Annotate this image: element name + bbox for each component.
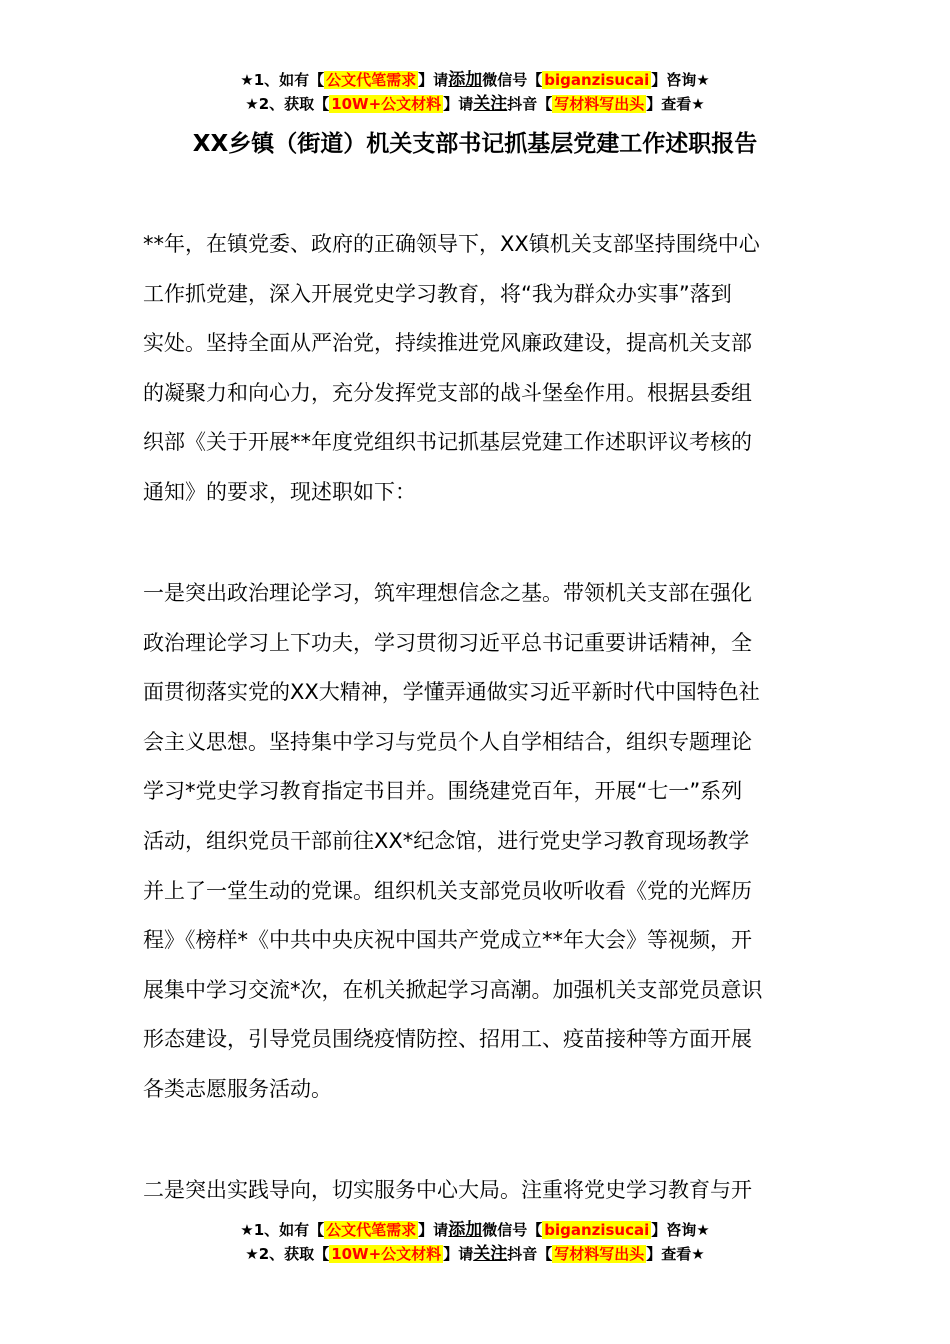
text-line: 的凝聚力和向心力，充分发挥党支部的战斗堡垒作用。根据县委组 [143,380,752,405]
footer-ad-line-2 [0,1242,950,1266]
ad-highlight-douyin-account: 写材料写出头 [554,95,645,113]
text-line: 学习*党史学习教育指定书目并。围绕建党百年，开展“七一”系列 [143,779,743,804]
ad-text: 】查看★ [646,95,705,113]
ad-text: 微信号【 [482,71,543,89]
ad-text: ★1、如有【 [240,1221,325,1239]
ad-emphasis: 关注 [473,94,508,114]
ad-text: ★2、获取【 [245,95,330,113]
footer-ad-line-1 [0,1218,950,1242]
text-line: 程》《榜样*《中共中央庆祝中国共产党成立**年大会》等视频，开 [143,928,752,953]
ad-highlight: 公文代笔需求 [326,1221,417,1239]
text-line: 活动，组织党员干部前往XX*纪念馆，进行党史学习教育现场教学 [143,828,750,853]
text-line: 实处。坚持全面从严治党，持续推进党风廉政建设，提高机关支部 [143,331,752,356]
text-line: 并上了一堂生动的党课。组织机关支部党员收听收看《党的光辉历 [143,878,752,903]
ad-highlight: 公文代笔需求 [326,71,417,89]
text-line: 形态建设，引导党员围绕疫情防控、招用工、疫苗接种等方面开展 [143,1027,752,1052]
ad-highlight-wechat-id: biganzisucai [544,1221,650,1239]
ad-emphasis: 添加 [448,70,483,90]
ad-text: 】请 [443,1245,474,1263]
ad-highlight-douyin-account: 写材料写出头 [554,1245,645,1263]
header-ad-line-2 [0,92,950,116]
text-line: 通知》的要求，现述职如下： [143,479,416,504]
ad-text: 】查看★ [646,1245,705,1263]
footer-ad-banner [0,1218,950,1266]
ad-text: 微信号【 [482,1221,543,1239]
ad-text: 抖音【 [507,1245,553,1263]
ad-text: 】咨询★ [651,1221,710,1239]
text-line: 面贯彻落实党的XX大精神，学懂弄通做实习近平新时代中国特色社 [143,680,760,705]
paragraph-intro [143,220,807,518]
text-line: 工作抓党建，深入开展党史学习教育，将“我为群众办实事”落到 [143,281,732,306]
text-line: 会主义思想。坚持集中学习与党员个人自学相结合，组织专题理论 [143,729,752,754]
ad-text: 抖音【 [507,95,553,113]
ad-text: 】请 [418,71,449,89]
ad-text: 】请 [443,95,474,113]
ad-highlight: 10W+公文材料 [331,1245,442,1263]
ad-highlight: 10W+公文材料 [331,95,442,113]
text-line: 展集中学习交流*次，在机关掀起学习高潮。加强机关支部党员意识 [143,977,763,1002]
document-title: XX乡镇（街道）机关支部书记抓基层党建工作述职报告 [192,131,758,157]
text-line: 织部《关于开展**年度党组织书记抓基层党建工作述职评议考核的 [143,430,752,455]
paragraph-political-study [143,569,807,1115]
ad-highlight-wechat-id: biganzisucai [544,71,650,89]
text-line: 政治理论学习上下功夫，学习贯彻习近平总书记重要讲话精神，全 [143,630,752,655]
text-line: 一是突出政治理论学习，筑牢理想信念之基。带领机关支部在强化 [143,581,752,605]
ad-emphasis: 添加 [448,1220,483,1240]
header-ad-line-1 [0,68,950,92]
text-line: 二是突出实践导向，切实服务中心大局。注重将党史学习教育与开 [143,1178,752,1202]
header-ad-banner [0,68,950,116]
ad-text: 】咨询★ [651,71,710,89]
ad-text: 】请 [418,1221,449,1239]
text-line: 各类志愿服务活动。 [143,1076,332,1101]
ad-text: ★2、获取【 [245,1245,330,1263]
ad-emphasis: 关注 [473,1244,508,1264]
ad-text: ★1、如有【 [240,71,325,89]
text-line: **年，在镇党委、政府的正确领导下，XX镇机关支部坚持围绕中心 [143,232,760,256]
paragraph-practice [143,1166,807,1216]
